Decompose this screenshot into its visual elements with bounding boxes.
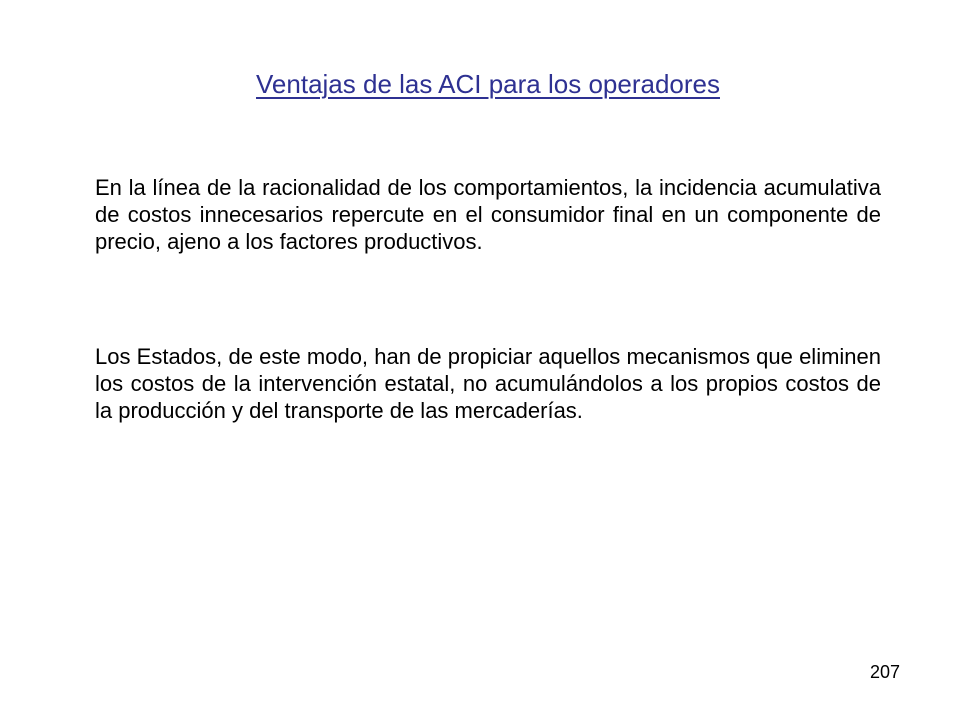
slide-title: Ventajas de las ACI para los operadores [256,69,720,99]
body-paragraph-1: En la línea de la racionalidad de los comportamientos, la incidencia acumulativa de costos innecesarios repercute en el consumidor final en un componente de precio, ajeno a los factores productivos. [95,175,881,254]
body-paragraph-2: Los Estados, de este modo, han de propiciar aquellos mecanismos que eliminen los costos de la intervención estatal, no acumulándolos a los propios costos de la producción y del transporte de las mercaderías. [95,344,881,423]
page-number: 207 [869,662,900,682]
